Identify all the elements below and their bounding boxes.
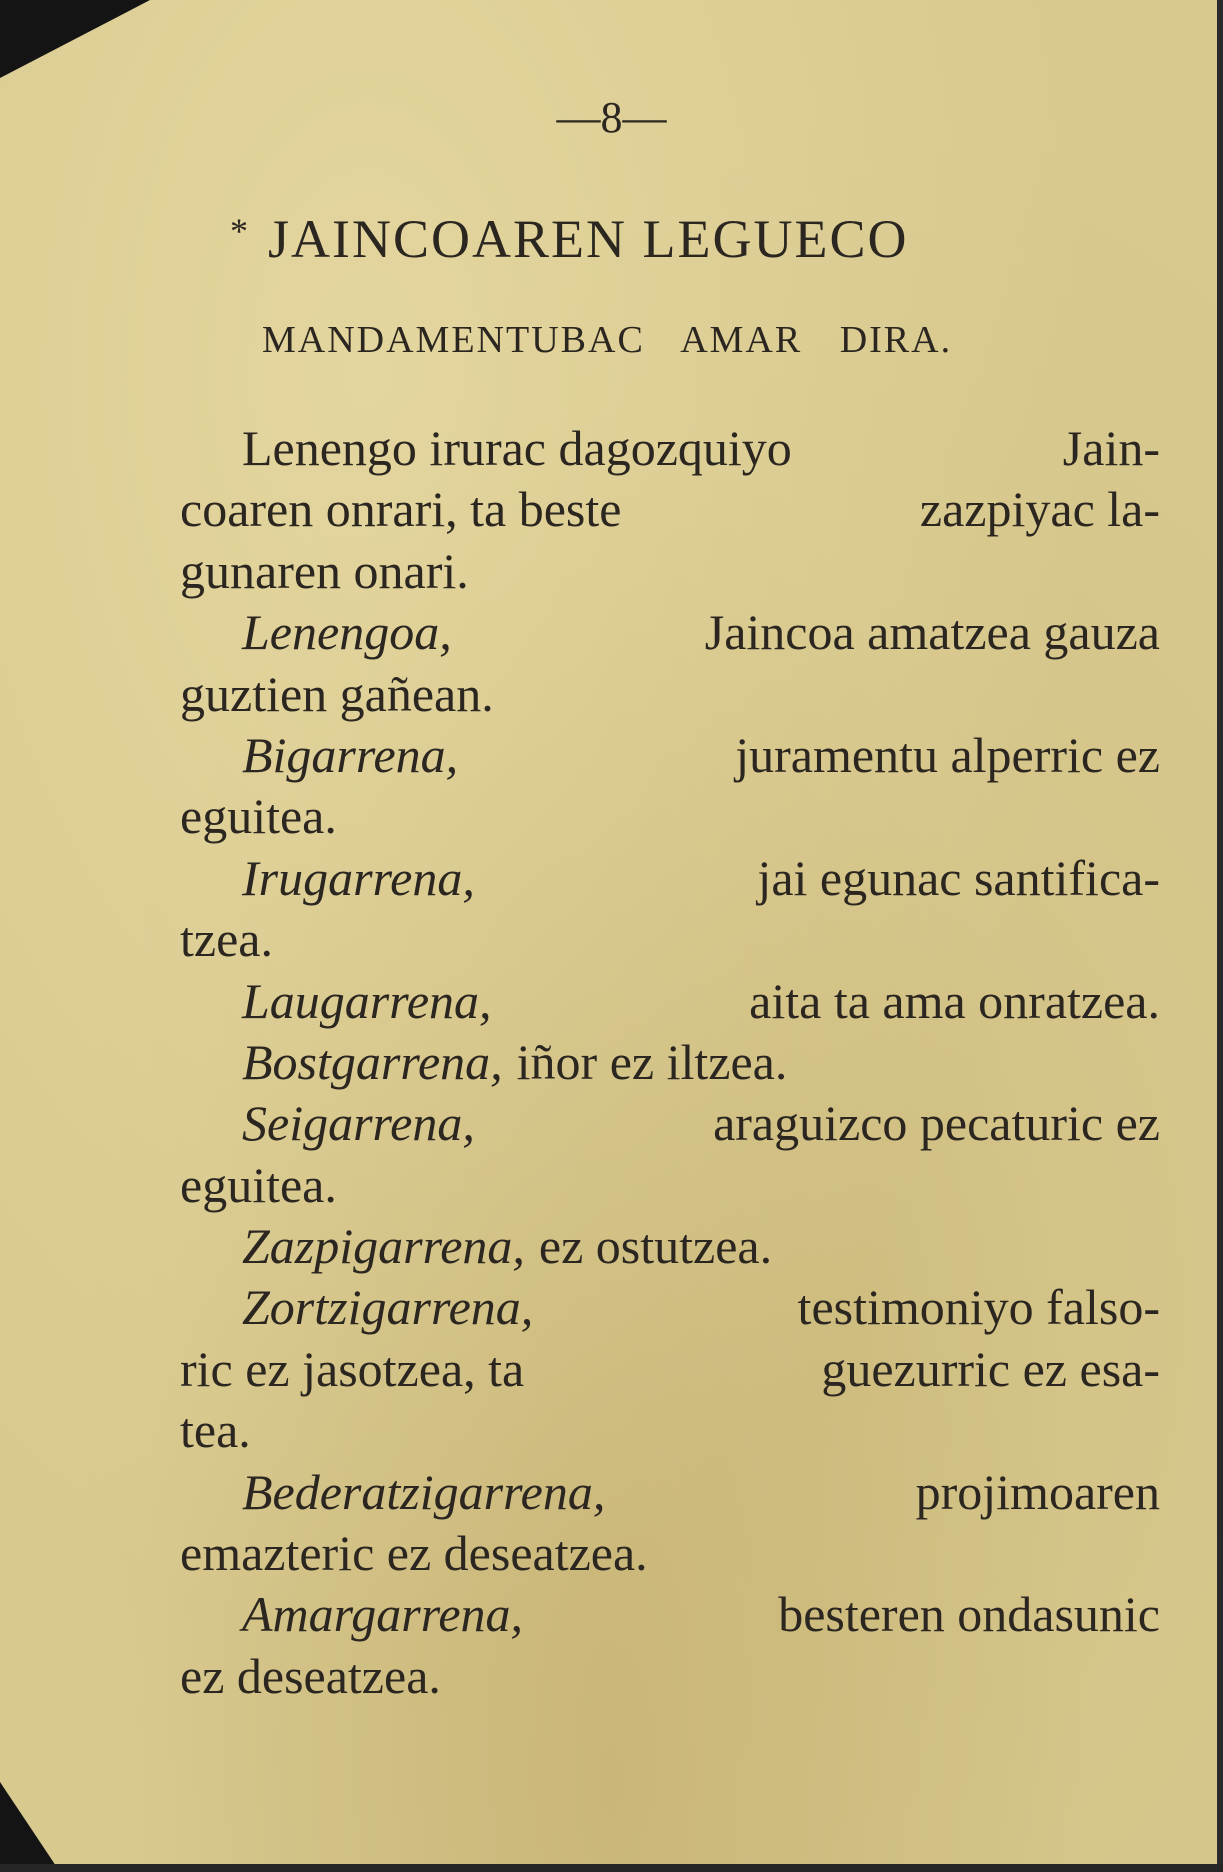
commandment-ordinal: Lenengoa,	[242, 604, 452, 661]
commandment-ordinal: Irugarrena,	[242, 849, 475, 906]
text-segment: eguitea.	[180, 788, 337, 845]
page-edge-right	[1217, 0, 1223, 1872]
text-segment: araguizco pecaturic ez	[713, 1095, 1160, 1152]
text-segment: ric ez jasotzea, ta	[180, 1340, 525, 1397]
text-segment: zazpiyac la-	[919, 481, 1160, 538]
text-segment: gunaren onari.	[180, 542, 469, 599]
text-segment: guztien gañean.	[180, 665, 494, 722]
text-line	[180, 1339, 1160, 1400]
page-corner-shadow-top	[0, 0, 150, 78]
text-segment: tzea.	[180, 911, 273, 968]
commandment-8	[180, 1277, 1160, 1338]
commandment-3	[180, 848, 1160, 909]
commandment-7	[180, 1216, 1160, 1277]
commandment-ordinal: Bederatzigarrena,	[242, 1463, 606, 1520]
text-line	[180, 664, 1160, 725]
commandment-6	[180, 1093, 1160, 1154]
text-segment: tea.	[180, 1402, 251, 1459]
page-title	[230, 208, 908, 270]
text-segment: emazteric ez deseatzea.	[180, 1525, 648, 1582]
text-segment: guezurric ez esa-	[821, 1340, 1160, 1397]
text-line	[180, 1155, 1160, 1216]
text-segment: coaren onrari, ta beste	[180, 481, 622, 538]
commandment-5	[180, 1032, 1160, 1093]
text-line	[180, 1523, 1160, 1584]
text-line	[180, 786, 1160, 847]
commandment-ordinal: Bigarrena,	[242, 726, 459, 783]
text-segment: iñor ez iltzea.	[516, 1033, 788, 1090]
text-segment: Jaincoa amatzea gauza	[704, 604, 1160, 661]
text-line	[180, 541, 1160, 602]
text-segment: ez ostutzea.	[538, 1218, 773, 1275]
page-subtitle: MANDAMENTUBAC AMAR DIRA.	[262, 319, 953, 361]
commandment-10	[180, 1584, 1160, 1645]
text-line	[180, 909, 1160, 970]
commandment-ordinal: Seigarrena,	[242, 1095, 475, 1152]
text-segment: Jain-	[1062, 420, 1160, 476]
title-asterisk: *	[230, 211, 250, 251]
commandment-ordinal: Zazpigarrena,	[242, 1218, 525, 1275]
text-line	[180, 479, 1160, 540]
page-number: —8—	[556, 93, 667, 142]
text-line	[180, 1646, 1160, 1707]
text-segment: testimoniyo falso-	[797, 1279, 1160, 1336]
commandment-9	[180, 1462, 1160, 1523]
commandment-ordinal: Zortzigarrena,	[242, 1279, 534, 1336]
text-segment: juramentu alperric ez	[735, 726, 1160, 783]
commandments-text	[180, 418, 1160, 1707]
page-corner-shadow-bottom	[0, 1782, 60, 1872]
commandment-4	[180, 971, 1160, 1032]
text-segment: projimoaren	[915, 1463, 1160, 1520]
commandment-ordinal: Amargarrena,	[242, 1586, 524, 1643]
commandment-ordinal: Bostgarrena,	[242, 1033, 503, 1090]
text-line	[180, 1400, 1160, 1461]
title-text: JAINCOAREN LEGUECO	[268, 209, 909, 269]
commandment-ordinal: Laugarrena,	[242, 972, 492, 1029]
text-segment: aita ta ama onratzea.	[749, 972, 1160, 1029]
commandment-1	[180, 602, 1160, 663]
text-segment: jai egunac santifica-	[757, 849, 1160, 906]
commandment-2	[180, 725, 1160, 786]
text-segment: Lenengo irurac dagozquiyo	[242, 420, 792, 476]
text-segment: besteren ondasunic	[778, 1586, 1160, 1643]
text-line	[180, 418, 1160, 479]
page-edge-bottom	[0, 1864, 1223, 1872]
text-segment: eguitea.	[180, 1156, 337, 1213]
text-segment: ez deseatzea.	[180, 1647, 441, 1704]
